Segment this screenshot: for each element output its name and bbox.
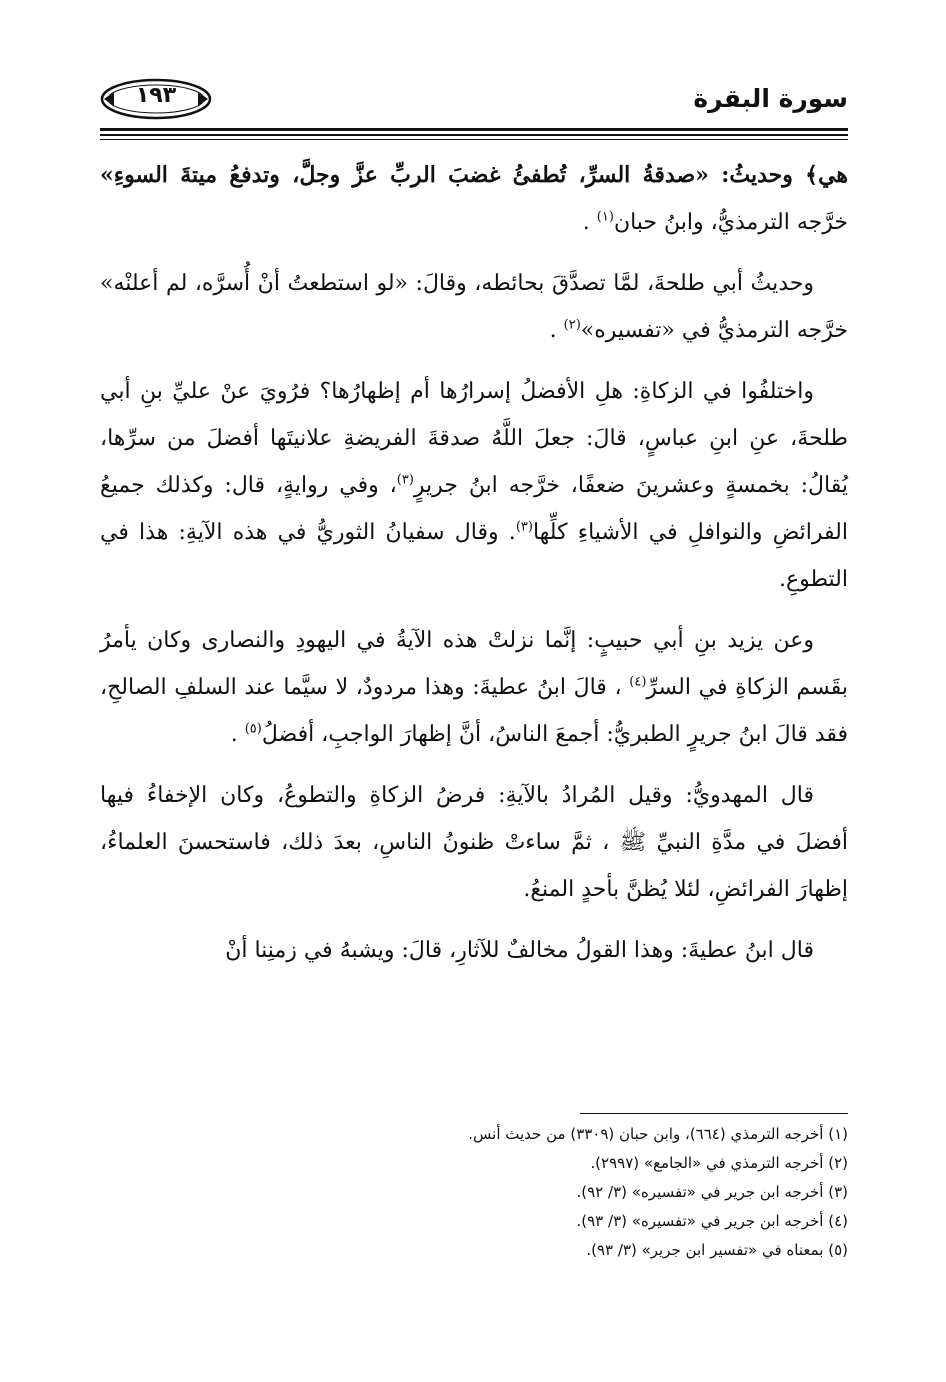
page-number: ١٩٣ — [135, 83, 177, 108]
hadith-quote: «صدقةُ السرِّ، تُطفئُ غضبَ الربِّ عزَّ وجلَّ، وتدفعُ ميتةَ السوءِ» — [100, 162, 709, 188]
paragraph-5 — [100, 772, 848, 913]
paragraph-3 — [100, 368, 848, 603]
paragraph-3-text-1: واختلفُوا في الزكاةِ: هلِ الأفضلُ إسرارُها أم إظهارُها؟ فرُويَ عنْ عليِّ بنِ أبي طلحةَ، عنِ ابنِ عباسٍ، قالَ: جعلَ اللَّهُ صدقةَ الفريضةِ علانيتَها أفضلَ من سرِّها، يُقالُ: بخمسةٍ وعشرينَ ضعفًا، خرَّجه ابنُ جريرٍ — [100, 379, 848, 498]
header-rule-thick — [100, 128, 848, 131]
paragraph-4-text-1: وعن يزيد بنِ أبي حبيبٍ: إنَّما نزلتْ هذه الآيةُ في اليهودِ والنصارى وكان يأمرُ بقَسم الزكاةِ في السرِّ — [100, 628, 849, 700]
footnote-1: (١) أخرجه الترمذي (٦٦٤)، وابن حبان (٣٣٠٩) من حديث أنس. — [468, 1125, 848, 1143]
paragraph-1-rest: خرَّجه الترمذيُّ، وابنُ حبان — [613, 210, 848, 235]
paragraph-1 — [100, 152, 848, 246]
footnote-ref-5: (٥) — [244, 721, 262, 737]
footnote-ref-1: (١) — [596, 209, 614, 225]
paragraph-3-text-3: . وقال سفيانُ الثوريُّ في هذه الآيةِ: هذا في التطوعِ. — [100, 520, 848, 592]
paragraph-5-text: قال المهدويُّ: وقيل المُرادُ بالآيةِ: فرضُ الزكاةِ والتطوعُ، وكان الإخفاءُ فيها أفضلَ في مدَّةِ النبيِّ ﷺ ، ثمَّ ساءتْ ظنونُ الناسِ، بعدَ ذلك، فاستحسنَ العلماءُ، إظهارَ الفرائضِ، لئلا يُظنَّ بأحدٍ المنعُ. — [100, 783, 848, 902]
main-text — [100, 152, 848, 988]
footnote-ref-3b: (٣) — [515, 519, 533, 535]
footnote-ref-4: (٤) — [629, 674, 647, 690]
paragraph-1-end: . — [582, 210, 597, 235]
paragraph-2-end: . — [549, 318, 564, 343]
paragraph-4-end: . — [230, 722, 245, 747]
paragraph-2-text: وحديثُ أبي طلحةَ، لمَّا تصدَّقَ بحائطه، وقالَ: «لو استطعتُ أنْ أُسرَّه، لم أعلنْه» خرَّجه الترمذيُّ في «تفسيره» — [100, 271, 848, 343]
header-rule-thin — [100, 139, 848, 140]
footnote-ref-2: (٢) — [563, 317, 581, 333]
footnote-ref-3a: (٣) — [396, 472, 414, 488]
paragraph-4-text-2: ، قالَ ابنُ عطيةَ: وهذا مردودٌ، لا سيَّما عند السلفِ الصالحِ، فقد قالَ ابنُ جريرٍ الطبريُّ: أجمعَ الناسُ، أنَّ إظهارَ الواجبِ، أفضلُ — [100, 675, 848, 747]
footnotes — [100, 1120, 848, 1265]
footnote-separator — [580, 1113, 848, 1114]
page-number-badge — [100, 78, 212, 120]
footnote-2: (٢) أخرجه الترمذي في «الجامع» (٢٩٩٧). — [590, 1154, 848, 1172]
paragraph-3-text-2: ، وفي روايةٍ، قال: وكذلك جميعُ الفرائضِ والنوافلِ في الأشياءِ كلِّها — [100, 473, 849, 545]
header-rule-middle — [100, 134, 848, 136]
paragraph-4 — [100, 617, 848, 758]
paragraph-6-text: قال ابنُ عطيةَ: وهذا القولُ مخالفٌ للآثارِ، قالَ: ويشبهُ في زمنِنا أنْ — [225, 938, 814, 963]
footnote-5: (٥) بمعناه في «تفسير ابن جرير» (٣/ ٩٣). — [586, 1241, 848, 1259]
page-header — [100, 70, 848, 130]
paragraph-2 — [100, 260, 848, 354]
footnote-3: (٣) أخرجه ابن جرير في «تفسيره» (٣/ ٩٢). — [576, 1183, 848, 1201]
paragraph-1-lead: هي﴾ وحديثُ: — [708, 162, 849, 188]
paragraph-6 — [100, 927, 848, 974]
footnote-4: (٤) أخرجه ابن جرير في «تفسيره» (٣/ ٩٣). — [576, 1212, 848, 1230]
surah-title: سورة البقرة — [693, 84, 848, 113]
